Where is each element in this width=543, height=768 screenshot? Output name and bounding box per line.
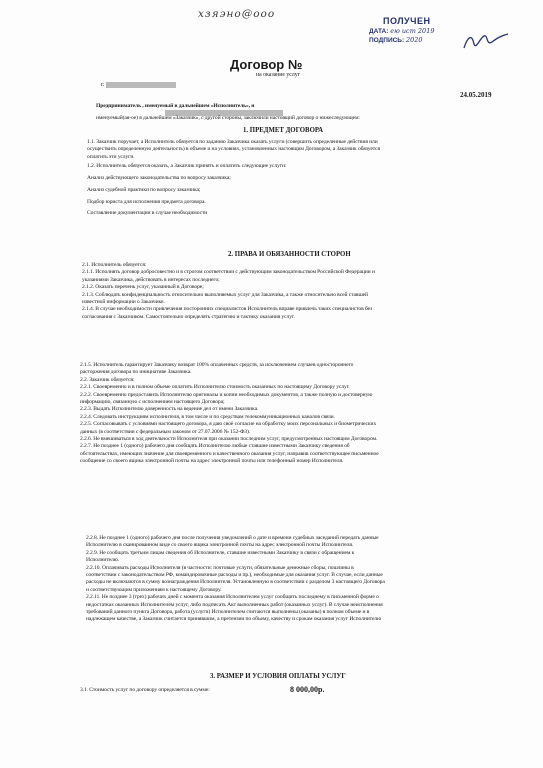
received-stamp	[369, 16, 461, 56]
clause-line: 2.2.6. Не вмешиваться в ход деятельности Исполнителя при оказании последним услуг, предусмотренных настоящим Договором.	[80, 436, 378, 443]
contract-amount: 8 000,00р.	[290, 685, 325, 694]
section-2-line: 2.1.3. Соблюдать конфиденциальность относительно выполняемых услуг для Заказчика, а также относительно всей ставшей	[82, 291, 368, 298]
clause-line: Исполнителю.	[86, 557, 120, 564]
handwritten-note: хзяэно@ооо	[198, 8, 276, 20]
section-2-heading: 2. ПРАВА И ОБЯЗАННОСТИ СТОРОН	[228, 251, 351, 258]
stamp-sign-value: 2020	[405, 36, 423, 44]
clause-line: недостатках оказанных Исполнителем услуг, либо подписать Акт выполненных работ (оказанных услуг). В случае неисполнения	[86, 601, 383, 608]
document-title: Договор №	[230, 57, 303, 72]
clause-line: Исполнителю в сканированном виде со своего ящика электронной почты на адрес электронной почты Исполнителя.	[86, 542, 354, 549]
clause-line: требований данного пункта Договора, работа (услуги) Исполнителем считаются выполнены (оказаны) в полном объеме и в	[86, 609, 370, 616]
clause-line: 2.2.4. Следовать инструкциям исполнителя, в том числе и по средствам телекоммуникационных каналов связи.	[80, 413, 335, 420]
preamble-line-2: именуемый(ая-ое) в дальнейшем «Заказчик», с другой стороны, заключили настоящий договор о нижеследующем:	[96, 115, 360, 121]
redacted-city	[106, 82, 176, 88]
section-2-line: согласования с Заказчиком. Самостоятельно определять стратегию и тактику оказания услуг.	[82, 313, 295, 320]
stamp-date-row	[369, 27, 461, 35]
clause-line: 2.2. Заказчик обязуется:	[80, 376, 135, 383]
section-1-line: осуществить определенную деятельность) в объеме и на условиях, установленных настоящим Договором, а Заказчик обязуется	[87, 146, 381, 153]
clause-line: 2.2.3. Выдать Исполнителю доверенность на ведение дел от имени Заказчика.	[80, 406, 259, 413]
clause-line: 2.2.11. Не позднее 3 (трех) рабочих дней с момента оказания Исполнителем услуг сообщить последнему в письменной форме о	[86, 594, 379, 601]
clause-line: 2.2.7. Не позднее 1 (одного) рабочего дня сообщать Исполнителю любые ставшие известными Заказчику сведения об	[80, 443, 350, 450]
clause-line: соответствии с законодательством РФ, командировочные расходы и пр.), необходимые для оказания услуг. В случае, если данные	[86, 572, 383, 579]
clause-line: расторжения договора по инициативе Заказчика.	[80, 369, 192, 376]
clause-line: 2.2.9. Не сообщать третьим лицам сведения об Исполнителе, ставшие известными Заказчику в связи с обращением к	[86, 549, 355, 556]
section-3-heading: 3. РАЗМЕР И УСЛОВИЯ ОПЛАТЫ УСЛУГ	[210, 673, 346, 680]
section-2-line: 2.1. Исполнитель обязуется:	[82, 262, 147, 268]
stamp-sign-label: ПОДПИСЬ:	[369, 37, 405, 44]
clause-line: данных (в соответствии с федеральным законом от 27.07.2006 № 152-ФЗ).	[80, 428, 251, 435]
section-1-line: Составление документации в случае необходимости	[87, 209, 208, 216]
clause-line: 2.2.10. Оплачивать расходы Исполнителя (в частности: почтовые услуги, обязательные денежные сборы, пошлины в	[86, 564, 354, 571]
section-1-line: Анализ действующего законодательства по вопросу заказчика;	[87, 174, 231, 181]
section-2-body	[82, 262, 512, 321]
section-3-line: 3.1. Стоимость услуг по договору определяется в сумме:	[80, 687, 210, 693]
signature-drawing	[462, 30, 510, 52]
stamp-sign-row	[369, 36, 461, 44]
section-2-line: 2.1.1. Исполнять договор добросовестно и в строгом соответствии с действующим законодательством Российской Федерации и	[82, 269, 375, 276]
section-2-line: 2.1.4. В случае необходимости привлечения посторонних специалистов Исполнитель вправе привлечь таких специалистов без	[82, 306, 373, 313]
section-1-line: 1.2. Исполнитель обязуется оказать, а Заказчик принять и оплатить следующие услуги:	[87, 163, 287, 170]
clause-line: сообщение со своего ящика электронной почты на адрес электронной почты или телефонный номер Исполнителя.	[80, 458, 344, 465]
section-2-line: известной информации о Заказчике.	[82, 299, 165, 306]
section-2-continued	[80, 362, 510, 466]
clause-line: и соответствующим приложениям к настоящему Договору.	[86, 586, 222, 593]
clause-line: надлежащем качестве, а Заказчик считается принявшим, а претензии по объему, качеству и срокам оказания услуг Исполнителю	[86, 616, 382, 623]
section-1-line: Подбор юриста для исполнения предмета договора.	[87, 199, 206, 206]
clause-line: 2.2.5. Согласовывать с условиями настоящего договора, я даю своё согласие на обработку моих персональных и биометрических	[80, 421, 377, 428]
city-label	[101, 81, 176, 89]
section-2-line: 2.1.2. Оказать перечень услуг, указанный в Договоре;	[82, 284, 204, 291]
section-2-continued-2	[86, 535, 516, 624]
section-1-line: оплатить эти услуги.	[87, 153, 135, 160]
stamp-date-value: ею ист 2019	[390, 27, 435, 35]
section-1-heading: 1. ПРЕДМЕТ ДОГОВОРА	[243, 127, 324, 134]
clause-line: 2.1.5. Исполнитель гарантирует Заказчику возврат 100% оплаченных средств, за исключением случаев одностороннего	[80, 362, 354, 368]
clause-line: 2.2.8. Не позднее 1 (одного) рабочего дня после получения уведомлений о дате и времени судебных заседаний передать данные	[86, 535, 379, 541]
document-subtitle: на оказание услуг	[256, 72, 301, 78]
preamble-line-1: Предприниматель , именуемый в дальнейшем «Исполнитель», и	[96, 103, 255, 109]
city-text: г.	[101, 81, 105, 88]
clause-line: 2.2.2. Своевременно предоставить Исполнителю оригиналы и копии необходимых документов, а также полную и достоверную	[80, 391, 373, 398]
clause-line: обстоятельствах, имеющих значение для своевременного и качественного оказания услуг, направив соответствующее письменное	[80, 450, 379, 457]
section-2-line: указаниями Заказчика, действовать в интересах последнего;	[82, 276, 220, 283]
stamp-date-label: ДАТА:	[369, 28, 389, 35]
section-1-line: Анализ судебной практики по вопросу заказчика;	[87, 187, 201, 194]
section-1-body	[87, 139, 507, 217]
clause-line: информацию, связанную с исполнением настоящего Договора;	[80, 399, 225, 406]
document-date: 24.05.2019	[460, 91, 492, 99]
section-1-line: 1.1. Заказчик поручает, а Исполнитель обязуется по заданию Заказчика оказать услуги (совершить определенные действия или	[87, 139, 378, 145]
stamp-title: ПОЛУЧЕН	[383, 16, 431, 26]
clause-line: расходы не включаются в сумму вознаграждения Исполнителя. Установленную в соответствии с разделом 3 настоящего Договора	[86, 579, 385, 586]
clause-line: 2.2.1. Своевременно и в полном объеме оплатить Исполнителю стоимость оказанных по настоящему Договору услуг.	[80, 384, 350, 391]
